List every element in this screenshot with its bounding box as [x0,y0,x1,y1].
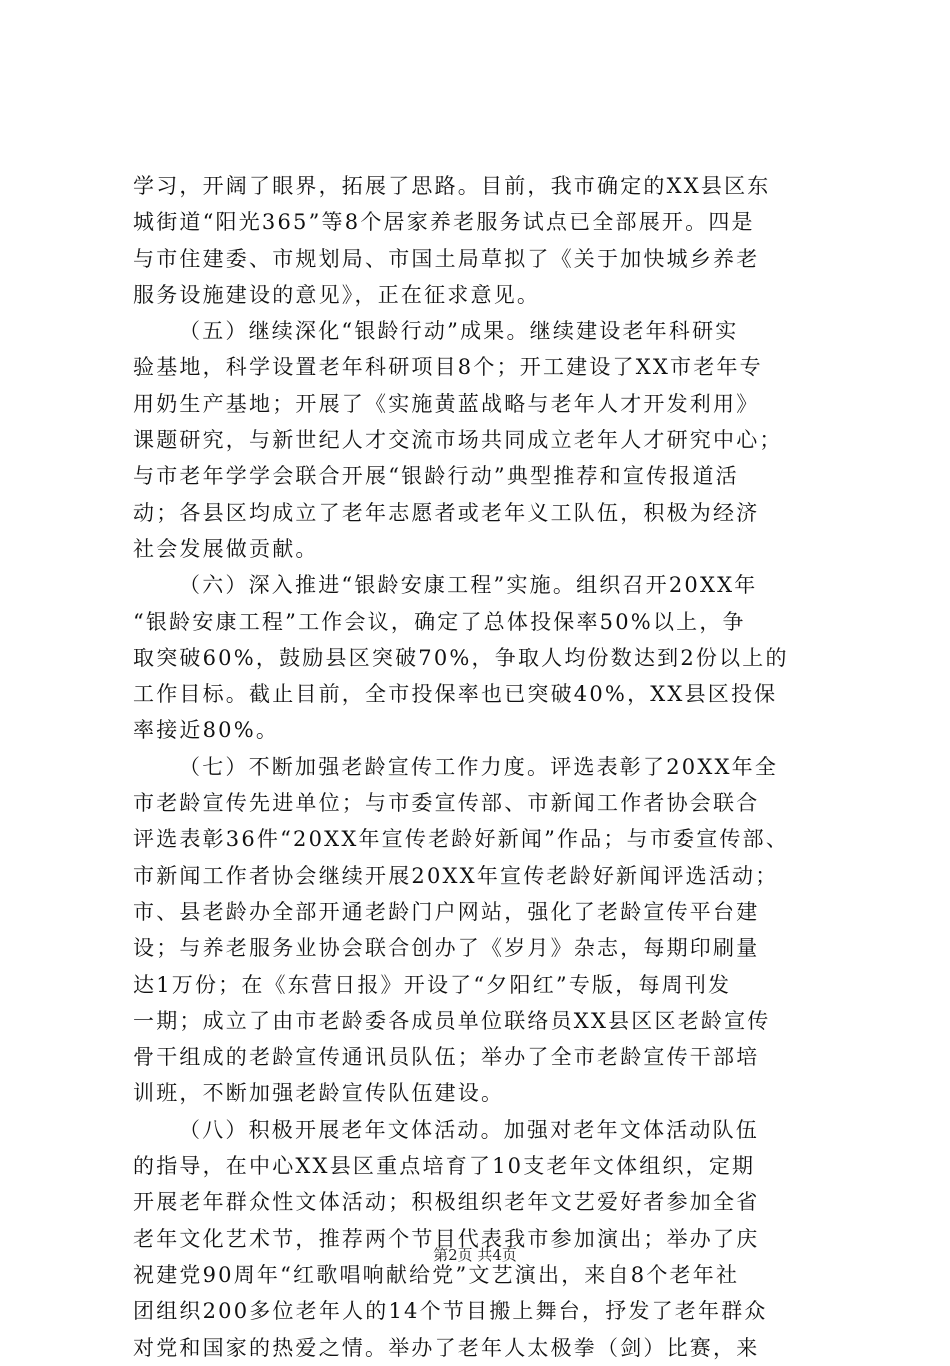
text-line: 课题研究，与新世纪人才交流市场共同成立老年人才研究中心； [133,428,783,453]
text-line: 团组织200多位老年人的14个节目搬上舞台，抒发了老年群众 [133,1299,768,1324]
page-footer [0,1244,950,1265]
text-line: 动；各县区均成立了老年志愿者或老年义工队伍，积极为经济 [133,500,760,525]
text-line: 市、县老龄办全部开通老龄门户网站，强化了老龄宣传平台建 [133,899,760,924]
text-line: 开展老年群众性文体活动；积极组织老年文艺爱好者参加全省 [133,1190,760,1215]
text-line: 达1万份；在《东营日报》开设了“夕阳红”专版，每周刊发 [133,972,732,997]
text-line: 服务设施建设的意见》，正在征求意见。 [133,282,541,307]
text-line: “银龄安康工程”工作会议，确定了总体投保率50%以上，争 [133,609,746,634]
text-line: 祝建党90周年“红歌唱响献给党”文艺演出，来自8个老年社 [133,1262,740,1287]
text-line: 评选表彰36件“20XX年宣传老龄好新闻”作品；与市委宣传部、 [133,827,790,852]
section-heading-line: （八）积极开展老年文体活动。加强对老年文体活动队伍 [179,1117,759,1142]
text-line: 社会发展做贡献。 [133,536,319,561]
text-line: 一期；成立了由市老龄委各成员单位联络员XX县区区老龄宣传 [133,1008,771,1033]
text-line: 学习，开阔了眼界，拓展了思路。目前，我市确定的XX县区东 [133,174,771,198]
section-heading-line: （五）继续深化“银龄行动”成果。继续建设老年科研实 [179,319,739,344]
text-line: 率接近80%。 [133,718,280,743]
text-line: 城街道“阳光365”等8个居家养老服务试点已全部展开。四是 [133,210,755,235]
text-line: 与市住建委、市规划局、市国土局草拟了《关于加快城乡养老 [133,246,760,271]
text-line: 验基地，科学设置老年科研项目8个；开工建设了XX市老年专 [133,355,763,380]
text-line: 老年文化艺术节，推荐两个节目代表我市参加演出；举办了庆 [133,1226,760,1251]
text-line: 用奶生产基地；开展了《实施黄蓝战略与老年人才开发利用》 [133,391,760,416]
section-heading-line: （七）不断加强老龄宣传工作力度。评选表彰了20XX年全 [179,754,779,779]
text-line: 市新闻工作者协会继续开展20XX年宣传老龄好新闻评选活动； [133,863,779,888]
text-line: 骨干组成的老龄宣传通讯员队伍；举办了全市老龄宣传干部培 [133,1045,760,1070]
text-line: 的指导，在中心XX县区重点培育了10支老年文体组织，定期 [133,1154,756,1179]
text-line: 与市老年学学会联合开展“银龄行动”典型推荐和宣传报道活 [133,464,739,489]
text-line: 取突破60%，鼓励县区突破70%，争取人均份数达到2份以上的 [133,645,789,670]
page-number-label: 第2页 共4页 [433,1246,517,1264]
text-line: 对党和国家的热爱之情。举办了老年人太极拳（剑）比赛，来 [133,1335,760,1360]
document-body [133,168,833,1366]
text-line: 市老龄宣传先进单位；与市委宣传部、市新闻工作者协会联合 [133,791,760,816]
section-heading-line: （六）深入推进“银龄安康工程”实施。组织召开20XX年 [179,573,758,598]
text-line: 工作目标。截止目前，全市投保率也已突破40%，XX县区投保 [133,682,778,707]
text-line: 训班，不断加强老龄宣传队伍建设。 [133,1081,505,1106]
text-line: 设；与养老服务业协会联合创办了《岁月》杂志，每期印刷量 [133,936,760,961]
